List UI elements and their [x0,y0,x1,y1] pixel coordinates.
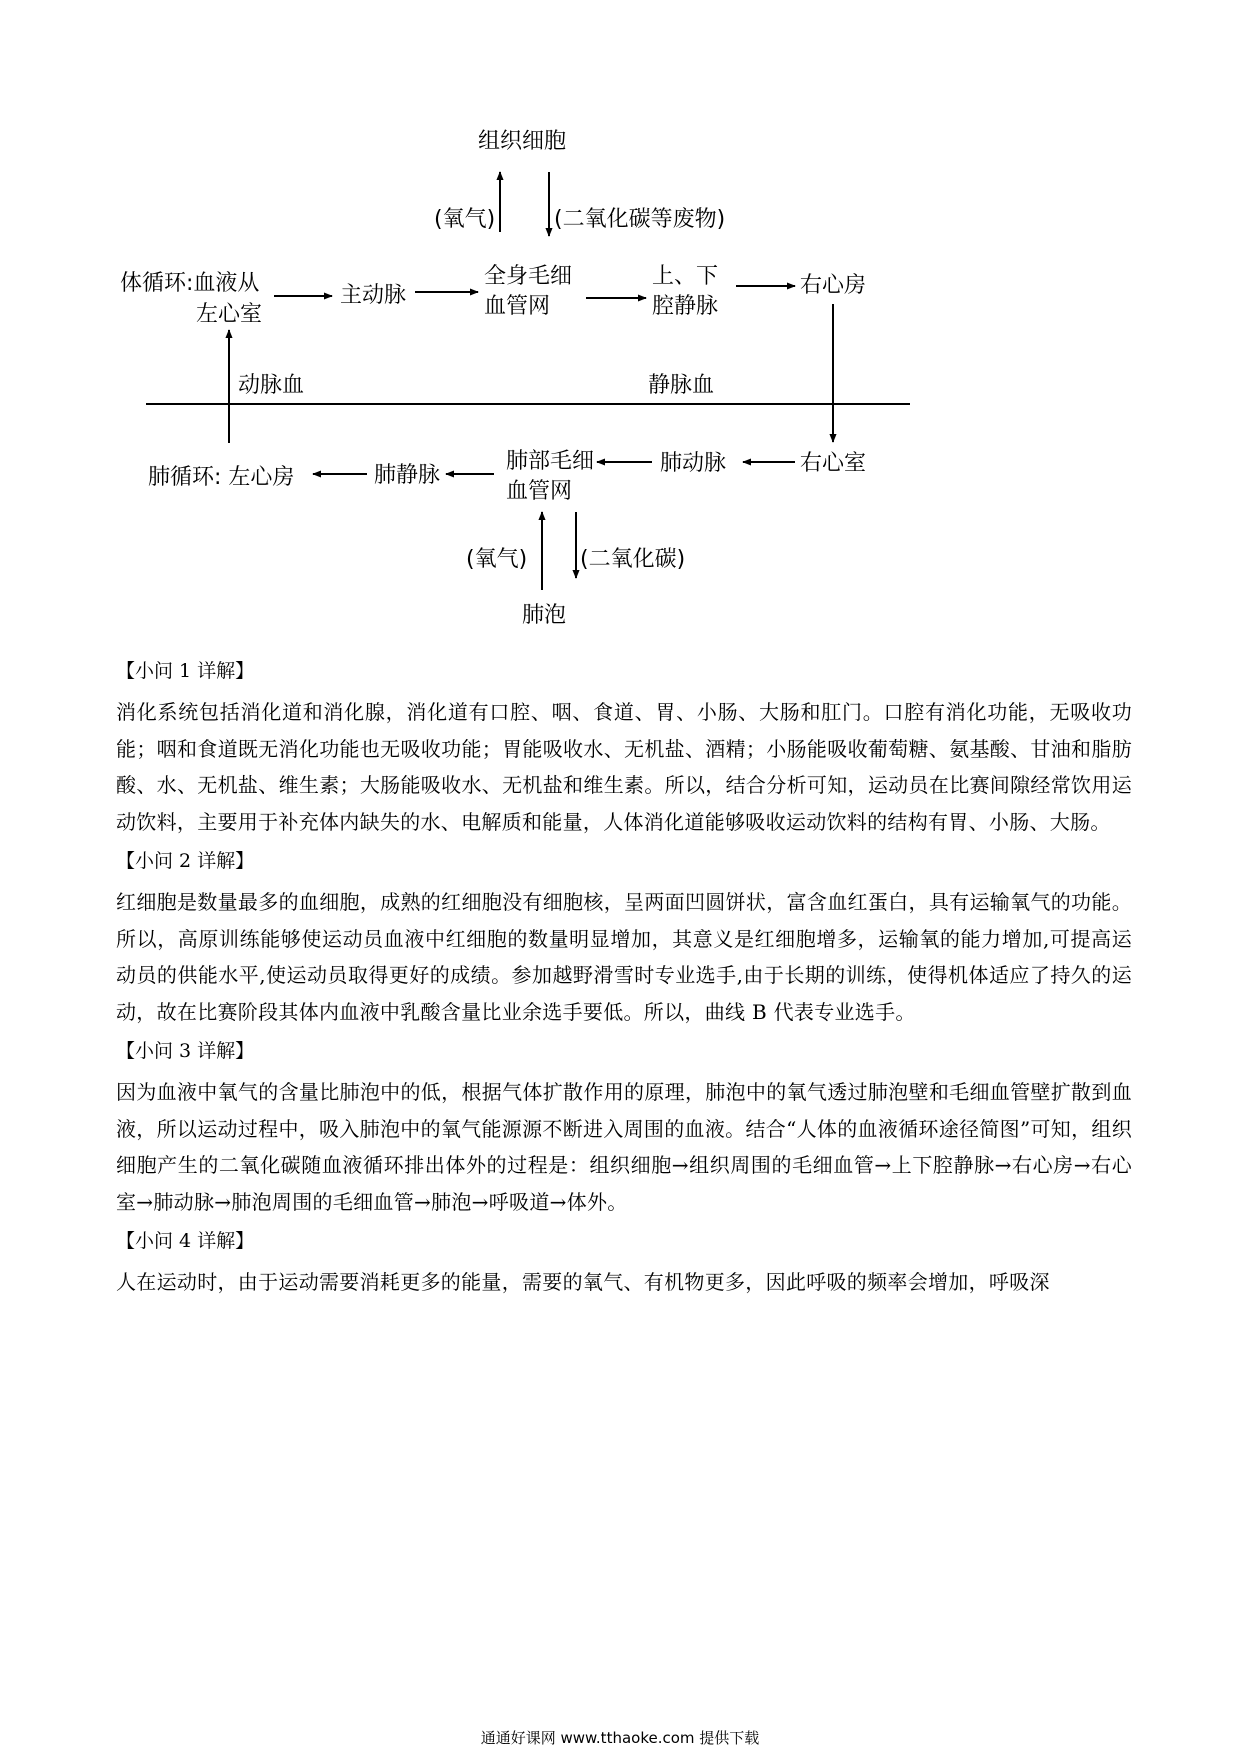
section-heading-1: 【小问 1 详解】 [116,660,255,682]
co2-bottom-label: (二氧化碳) [580,547,686,572]
section-heading-3: 【小问 3 详解】 [116,1040,255,1062]
pulmonary-artery-label: 肺动脉 [660,451,727,476]
right-ventricle-label: 右心室 [800,451,867,476]
section-text-4: 人在运动时，由于运动需要消耗更多的能量，需要的氧气、有机物更多，因此呼吸的频率会增加，呼吸深 [116,1270,1050,1294]
answer-content [116,656,1132,1307]
section-text-3: 因为血液中氧气的含量比肺泡中的低，根据气体扩散作用的原理，肺泡中的氧气透过肺泡壁和毛细血管壁扩散到血液，所以运动过程中，吸入肺泡中的氧气能源源不断进入周围的血液。结合“人体的血液循环途径简图”可知，组织细胞产生的二氧化碳随血液循环排出体外的过程是：组织细胞→组织周围的毛细血管→上下腔静脉→右心房→右心室→肺动脉→肺泡周围的毛细血管→肺泡→呼吸道→体外。 [116,1080,1132,1214]
section-text-1: 消化系统包括消化道和消化腺，消化道有口腔、咽、食道、胃、小肠、大肠和肛门。口腔有消化功能，无吸收功能；咽和食道既无消化功能也无吸收功能；胃能吸收水、无机盐、酒精；小肠能吸收葡萄糖、氨基酸、甘油和脂肪酸、水、无机盐、维生素；大肠能吸收水、无机盐和维生素。所以，结合分析可知，运动员在比赛间隙经常饮用运动饮料，主要用于补充体内缺失的水、电解质和能量，人体消化道能够吸收运动饮料的结构有胃、小肠、大肠。 [116,700,1132,834]
vena-cava-label-1: 上、下 [652,264,719,289]
lung-capillary-label-1: 肺部毛细 [506,449,595,474]
section-heading-2: 【小问 2 详解】 [116,850,255,872]
right-atrium-label: 右心房 [800,273,867,298]
arterial-blood-label: 动脉血 [238,373,305,398]
blood-circulation-diagram [0,0,1240,640]
alveoli-label: 肺泡 [521,603,567,628]
tissue-cells-label: 组织细胞 [477,129,567,154]
lung-capillary-label-2: 血管网 [506,479,573,504]
body-capillary-label-1: 全身毛细 [484,264,573,289]
venous-blood-label: 静脉血 [648,373,715,398]
aorta-label: 主动脉 [340,283,407,308]
section-text-2: 红细胞是数量最多的血细胞，成熟的红细胞没有细胞核，呈两面凹圆饼状，富含血红蛋白，具有运输氧气的功能。所以，高原训练能够使运动员血液中红细胞的数量明显增加，其意义是红细胞增多，运输氧的能力增加,可提高运动员的供能水平,使运动员取得更好的成绩。参加越野滑雪时专业选手,由于长期的训练，使得机体适应了持久的运动，故在比赛阶段其体内血液中乳酸含量比业余选手要低。所以，曲线 B 代表专业选手。 [116,890,1132,1024]
pulmonary-vein-label: 肺静脉 [374,463,441,488]
vena-cava-label-2: 腔静脉 [652,294,719,319]
pulmonary-end-label: 肺循环: 左心房 [148,465,295,490]
oxygen-bottom-label: (氧气) [466,547,528,572]
systemic-start-label-1: 体循环:血液从 [120,271,260,296]
page-footer: 通通好课网 www.tthaoke.com 提供下载 [480,1729,760,1747]
section-heading-4: 【小问 4 详解】 [116,1230,255,1252]
co2-waste-label: (二氧化碳等废物) [554,207,726,232]
systemic-start-label-2: 左心室 [196,302,263,327]
body-capillary-label-2: 血管网 [484,294,551,319]
oxygen-top-label: (氧气) [434,207,496,232]
